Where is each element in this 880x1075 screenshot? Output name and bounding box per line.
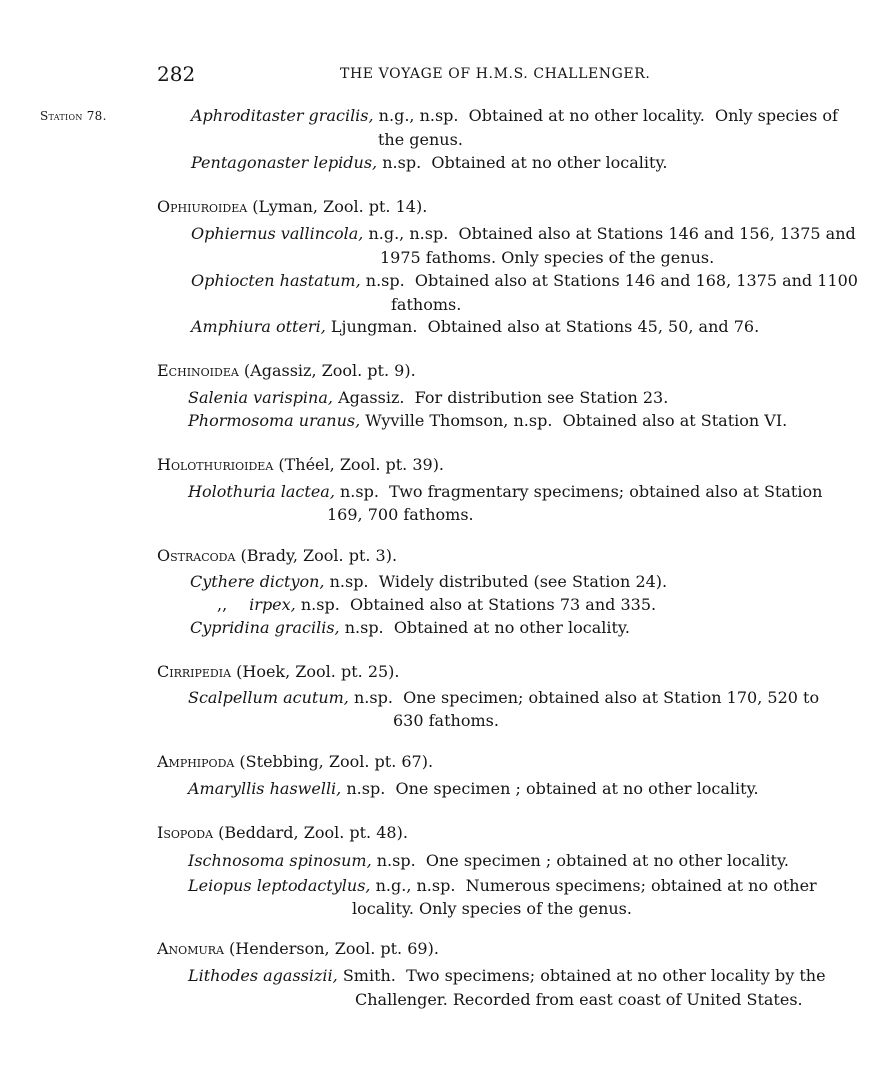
- group-reference: (Brady, Zool. pt. 3).: [235, 546, 398, 565]
- group-reference: (Théel, Zool. pt. 39).: [273, 455, 445, 474]
- species-entry: [191, 271, 858, 290]
- running-title: THE VOYAGE OF H.M.S. CHALLENGER.: [340, 66, 651, 82]
- species-entry: [188, 966, 826, 985]
- species-entry: [188, 851, 789, 870]
- species-name: Leiopus leptodactylus,: [188, 876, 371, 895]
- entry-continuation: Challenger. Recorded from east coast of United States.: [355, 990, 803, 1009]
- entry-text: n.sp. Widely distributed (see Station 24).: [324, 572, 668, 591]
- group-heading: [157, 823, 408, 842]
- group-name: Echinoidea: [157, 361, 239, 380]
- ditto-mark: ,,: [217, 595, 228, 614]
- entry-continuation: 630 fathoms.: [393, 711, 499, 730]
- species-entry: [190, 572, 667, 591]
- species-entry: [188, 388, 668, 407]
- species-name: Aphroditaster gracilis,: [191, 106, 374, 125]
- group-heading: [157, 662, 400, 681]
- entry-continuation: fathoms.: [391, 295, 462, 314]
- group-heading: [157, 197, 427, 216]
- species-name: Ischnosoma spinosum,: [188, 851, 372, 870]
- species-name: Ophiocten hastatum,: [191, 271, 361, 290]
- group-name: Ostracoda: [157, 546, 236, 565]
- species-entry: [188, 411, 787, 430]
- species-name: Amphiura otteri,: [191, 317, 326, 336]
- species-name: Scalpellum acutum,: [188, 688, 349, 707]
- species-name: irpex,: [249, 595, 296, 614]
- entry-continuation: the genus.: [378, 130, 463, 149]
- species-entry: [190, 618, 630, 637]
- entry-text: n.g., n.sp. Obtained at no other locality. Only species of: [373, 106, 838, 125]
- group-name: Cirripedia: [157, 662, 232, 681]
- entry-continuation: locality. Only species of the genus.: [352, 899, 632, 918]
- entry-text: n.sp. Obtained also at Stations 146 and 168, 1375 and 1100: [360, 271, 858, 290]
- species-name: Cypridina gracilis,: [190, 618, 340, 637]
- species-name: Cythere dictyon,: [190, 572, 325, 591]
- group-name: Amphipoda: [157, 752, 235, 771]
- species-name: Lithodes agassizii,: [188, 966, 338, 985]
- group-heading: [157, 939, 439, 958]
- entry-text: n.sp. Two fragmentary specimens; obtained also at Station: [334, 482, 823, 501]
- entry-text: Smith. Two specimens; obtained at no other locality by the: [337, 966, 826, 985]
- species-entry: [191, 224, 856, 243]
- entry-text: Agassiz. For distribution see Station 23.: [332, 388, 669, 407]
- group-name: Holothurioidea: [157, 455, 274, 474]
- species-name: Amaryllis haswelli,: [188, 779, 342, 798]
- entry-text: Ljungman. Obtained also at Stations 45, 50, and 76.: [325, 317, 760, 336]
- group-name: Anomura: [157, 939, 224, 958]
- station-label: Station 78.: [40, 109, 107, 123]
- species-entry: [191, 317, 759, 336]
- species-name: Ophiernus vallincola,: [191, 224, 364, 243]
- page-number: 282: [157, 62, 196, 86]
- species-entry: [188, 876, 817, 895]
- group-heading: [157, 361, 416, 380]
- species-name: Holothuria lactea,: [188, 482, 335, 501]
- species-name: Pentagonaster lepidus,: [191, 153, 378, 172]
- entry-text: n.sp. Obtained at no other locality.: [339, 618, 630, 637]
- entry-continuation: 1975 fathoms. Only species of the genus.: [380, 248, 715, 267]
- group-reference: (Hoek, Zool. pt. 25).: [231, 662, 400, 681]
- group-reference: (Stebbing, Zool. pt. 67).: [234, 752, 434, 771]
- species-entry: [188, 779, 759, 798]
- group-name: Isopoda: [157, 823, 214, 842]
- entry-text: n.sp. One specimen ; obtained at no other locality.: [341, 779, 759, 798]
- group-name: Ophiuroidea: [157, 197, 248, 216]
- entry-text: n.sp. Obtained at no other locality.: [377, 153, 668, 172]
- species-name: Salenia varispina,: [188, 388, 333, 407]
- entry-text: n.g., n.sp. Obtained also at Stations 146 and 156, 1375 and: [363, 224, 856, 243]
- group-heading: [157, 752, 433, 771]
- species-entry: [191, 153, 667, 172]
- entry-continuation: 169, 700 fathoms.: [327, 505, 474, 524]
- species-entry: [191, 106, 838, 125]
- entry-text: n.g., n.sp. Numerous specimens; obtained at no other: [370, 876, 817, 895]
- entry-text: n.sp. One specimen ; obtained at no other locality.: [371, 851, 789, 870]
- group-reference: (Agassiz, Zool. pt. 9).: [238, 361, 416, 380]
- species-entry: [188, 688, 819, 707]
- entry-text: n.sp. Obtained also at Stations 73 and 335.: [295, 595, 657, 614]
- species-entry: [217, 595, 656, 614]
- group-reference: (Henderson, Zool. pt. 69).: [223, 939, 439, 958]
- group-heading: [157, 546, 397, 565]
- species-entry: [188, 482, 822, 501]
- group-reference: (Beddard, Zool. pt. 48).: [213, 823, 408, 842]
- group-reference: (Lyman, Zool. pt. 14).: [247, 197, 428, 216]
- group-heading: [157, 455, 444, 474]
- species-name: Phormosoma uranus,: [188, 411, 361, 430]
- entry-text: Wyville Thomson, n.sp. Obtained also at Station VI.: [360, 411, 788, 430]
- entry-text: n.sp. One specimen; obtained also at Station 170, 520 to: [348, 688, 820, 707]
